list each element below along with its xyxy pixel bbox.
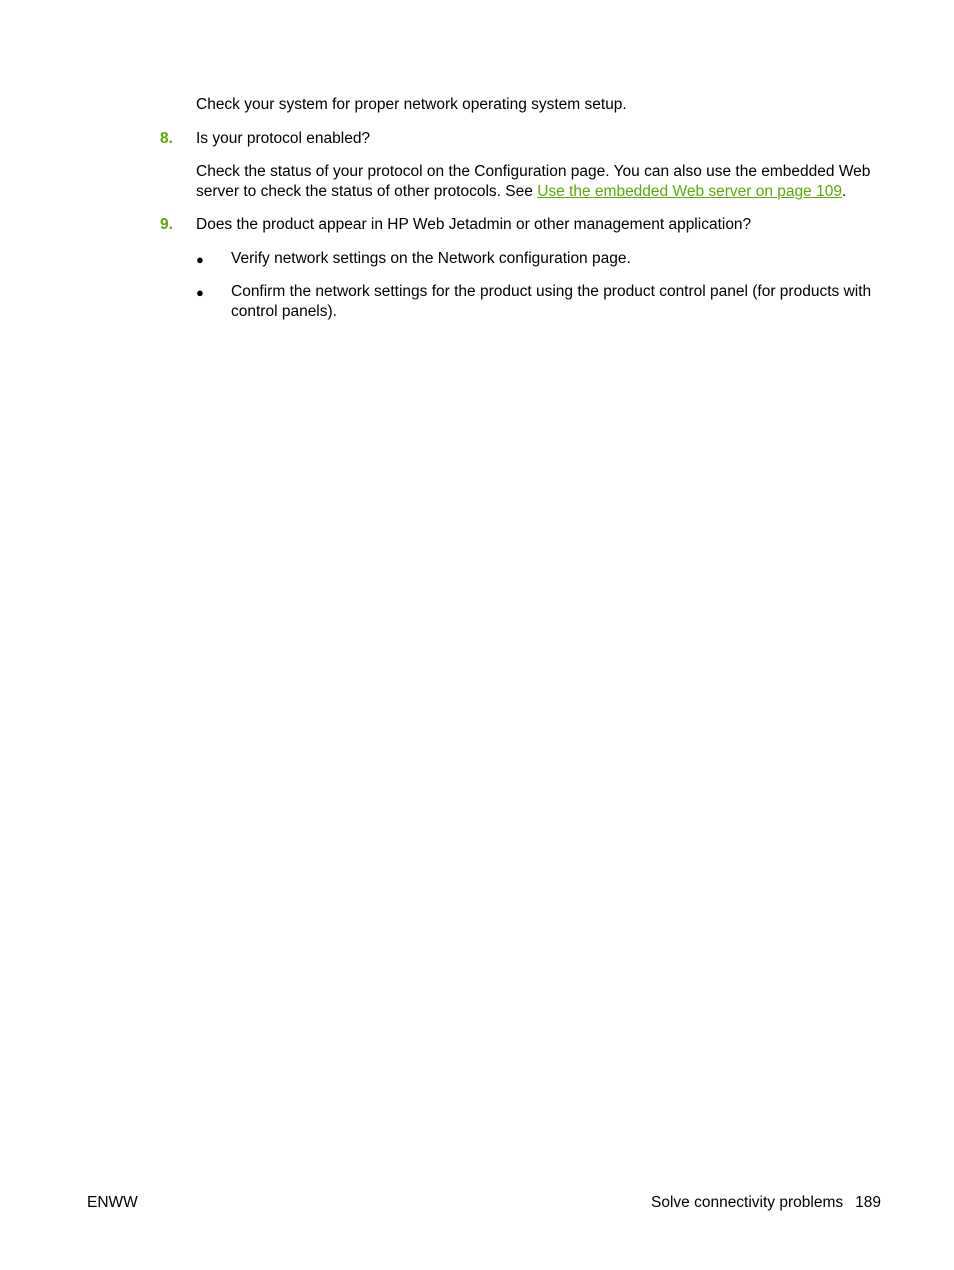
bullet-icon: ● [196,252,204,267]
bullet-item-verify: Verify network settings on the Network configuration page. [231,250,631,267]
step-8-detail-end: . [841,182,847,200]
footer-right [651,1193,881,1213]
footer-locale: ENWW [87,1194,138,1211]
step-number-8: 8. [160,130,173,147]
footer-section-title: Solve connectivity problems [651,1194,844,1211]
bullet-item-confirm: Confirm the network settings for the product using the product control panel (for products with control panels). [231,283,872,320]
step-number-9: 9. [160,216,173,233]
embedded-web-server-link[interactable]: Use the embedded Web server on page 109 [537,182,842,200]
bullet-icon: ● [196,285,204,300]
step-8-detail-text: Check the status of your protocol on the Configuration page. You can also use the embedded Web server to check the status of other protocols. See [196,163,871,200]
step-9-question: Does the product appear in HP Web Jetadmin or other management application? [196,216,752,233]
step-8-question: Is your protocol enabled? [196,130,371,147]
page-number: 189 [855,1194,881,1211]
step-8-detail [196,162,886,201]
intro-paragraph: Check your system for proper network operating system setup. [196,96,627,113]
